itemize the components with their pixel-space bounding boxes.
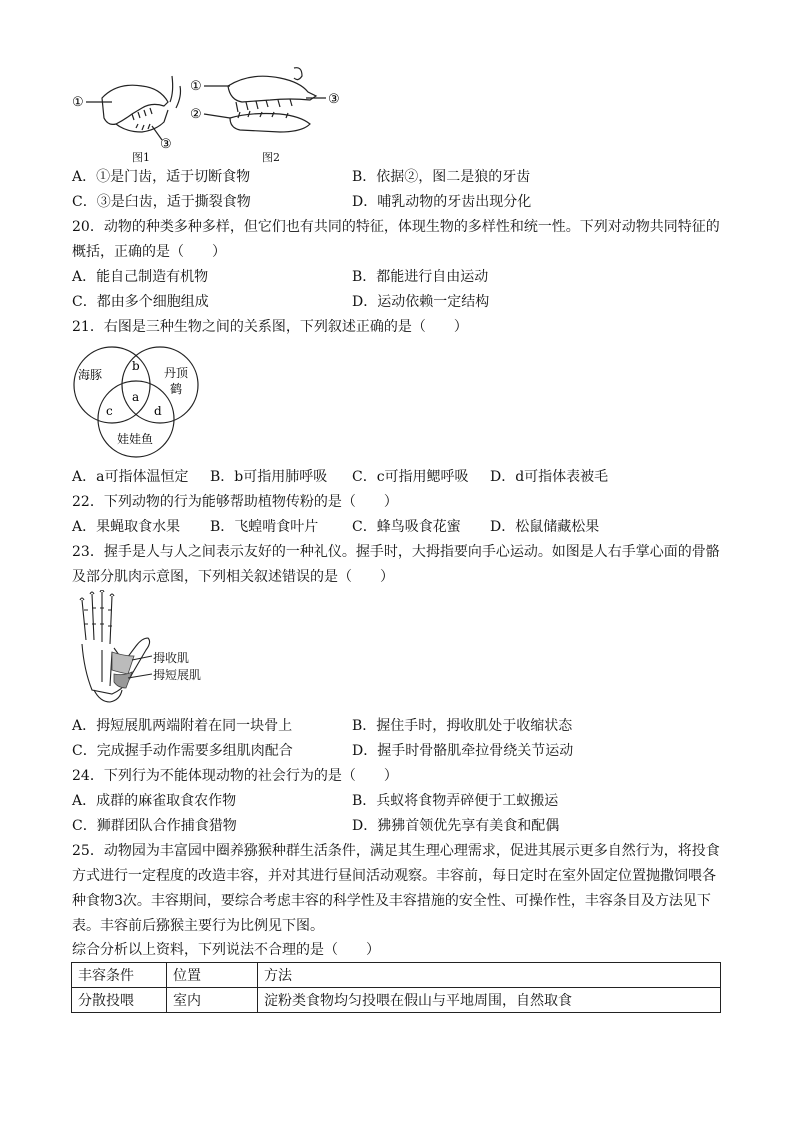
q20-option-a: A．能自己制造有机物 bbox=[72, 269, 209, 285]
label-2-fig2: ② bbox=[190, 107, 202, 122]
adductor-label: 拇收肌 bbox=[153, 651, 190, 665]
label-1-fig2: ① bbox=[190, 79, 202, 94]
q24-stem: 24．下列行为不能体现动物的社会行为的是（ ） bbox=[72, 768, 398, 784]
figure-1-caption: 图1 bbox=[132, 151, 150, 164]
table-cell: 分散投喂 bbox=[72, 988, 167, 1013]
venn-diagram bbox=[72, 345, 207, 460]
q23-stem-line2: 及部分肌肉示意图，下列相关叙述错误的是（ ） bbox=[72, 569, 394, 585]
q21-option-a: A．a可指体温恒定 bbox=[72, 469, 189, 485]
q25-line1: 25．动物园为丰富园中圈养猕猴种群生活条件，满足其生理心理需求，促进其展示更多自然行为，将投食 bbox=[72, 843, 720, 859]
q23-option-c: C．完成握手动作需要多组肌肉配合 bbox=[72, 743, 293, 759]
venn-region-a: a bbox=[132, 390, 140, 404]
q24-option-b: B．兵蚁将食物弄碎便于工蚁搬运 bbox=[352, 793, 559, 809]
q22-option-c: C．蜂鸟吸食花蜜 bbox=[352, 519, 461, 535]
q25-line4: 表。丰容前后猕猴主要行为比例见下图。 bbox=[72, 918, 324, 934]
q20-option-b: B．都能进行自由运动 bbox=[352, 269, 489, 285]
q24-option-d: D．狒狒首领优先享有美食和配偶 bbox=[352, 818, 560, 834]
venn-region-b: b bbox=[132, 359, 140, 373]
q20-option-d: D．运动依赖一定结构 bbox=[352, 294, 490, 310]
abductor-label: 拇短展肌 bbox=[153, 668, 202, 682]
q20-option-c: C．都由多个细胞组成 bbox=[72, 294, 209, 310]
q22-option-a: A．果蝇取食水果 bbox=[72, 519, 181, 535]
enrichment-table bbox=[71, 962, 721, 1013]
q24-option-a: A．成群的麻雀取食农作物 bbox=[72, 793, 237, 809]
q20-stem-line2: 概括，正确的是（ ） bbox=[72, 244, 226, 260]
q19-option-c: C．③是臼齿，适于撕裂食物 bbox=[72, 194, 251, 210]
label-3-fig2: ③ bbox=[328, 92, 340, 107]
venn-dolphin-label: 海豚 bbox=[78, 368, 103, 382]
q19-option-a: A．①是门齿，适于切断食物 bbox=[72, 169, 251, 185]
venn-salamander-label: 娃娃鱼 bbox=[117, 432, 154, 446]
venn-crane-label-2: 鹤 bbox=[170, 382, 183, 396]
q19-option-b: B．依据②，图二是狼的牙齿 bbox=[352, 169, 531, 185]
table-cell: 室内 bbox=[167, 988, 258, 1013]
figure-2-caption: 图2 bbox=[262, 151, 280, 164]
q21-stem: 21．右图是三种生物之间的关系图，下列叙述正确的是（ ） bbox=[72, 319, 468, 335]
q21-option-c: C．c可指用鳃呼吸 bbox=[352, 469, 469, 485]
skull-figure-2 bbox=[190, 62, 345, 162]
q23-option-b: B．握住手时，拇收肌处于收缩状态 bbox=[352, 718, 573, 734]
q23-option-a: A．拇短展肌两端附着在同一块骨上 bbox=[72, 718, 293, 734]
q21-option-b: B．b可指用肺呼吸 bbox=[210, 469, 328, 485]
q23-stem-line1: 23．握手是人与人之间表示友好的一种礼仪。握手时，大拇指要向手心运动。如图是人右手掌心面的骨骼 bbox=[72, 544, 720, 560]
label-3: ③ bbox=[160, 137, 172, 152]
q25-line2: 方式进行一定程度的改造丰容，并对其进行昼间活动观察。丰容前，每日定时在室外固定位置抛撒饲喂各 bbox=[72, 868, 716, 884]
q24-option-c: C．狮群团队合作捕食猎物 bbox=[72, 818, 237, 834]
table-header-cell: 方法 bbox=[258, 963, 721, 988]
q22-stem: 22．下列动物的行为能够帮助植物传粉的是（ ） bbox=[72, 494, 398, 510]
table-header-cell: 位置 bbox=[167, 963, 258, 988]
q25-line3: 种食物3次。丰容期间，要综合考虑丰容的科学性及丰容措施的安全性、可操作性，丰容条目及方法见下 bbox=[72, 893, 711, 909]
q20-stem-line1: 20．动物的种类多种多样，但它们也有共同的特征，体现生物的多样性和统一性。下列对动物共同特征的 bbox=[72, 219, 720, 235]
venn-crane-label-1: 丹顶 bbox=[164, 366, 189, 380]
table-cell: 淀粉类食物均匀投喂在假山与平地周围，自然取食 bbox=[258, 988, 721, 1013]
table-row bbox=[72, 988, 721, 1013]
q23-option-d: D．握手时骨骼肌牵拉骨绕关节运动 bbox=[352, 743, 574, 759]
q19-option-d: D．哺乳动物的牙齿出现分化 bbox=[352, 194, 532, 210]
venn-region-d: d bbox=[154, 404, 162, 418]
q22-option-d: D．松鼠储藏松果 bbox=[490, 519, 600, 535]
q22-option-b: B．飞蝗啃食叶片 bbox=[210, 519, 319, 535]
table-header-cell: 丰容条件 bbox=[72, 963, 167, 988]
q25-line5: 综合分析以上资料，下列说法不合理的是（ ） bbox=[72, 942, 380, 958]
venn-region-c: c bbox=[106, 404, 113, 418]
label-1: ① bbox=[72, 95, 84, 110]
table-header-row bbox=[72, 963, 721, 988]
q21-option-d: D．d可指体表被毛 bbox=[490, 469, 609, 485]
